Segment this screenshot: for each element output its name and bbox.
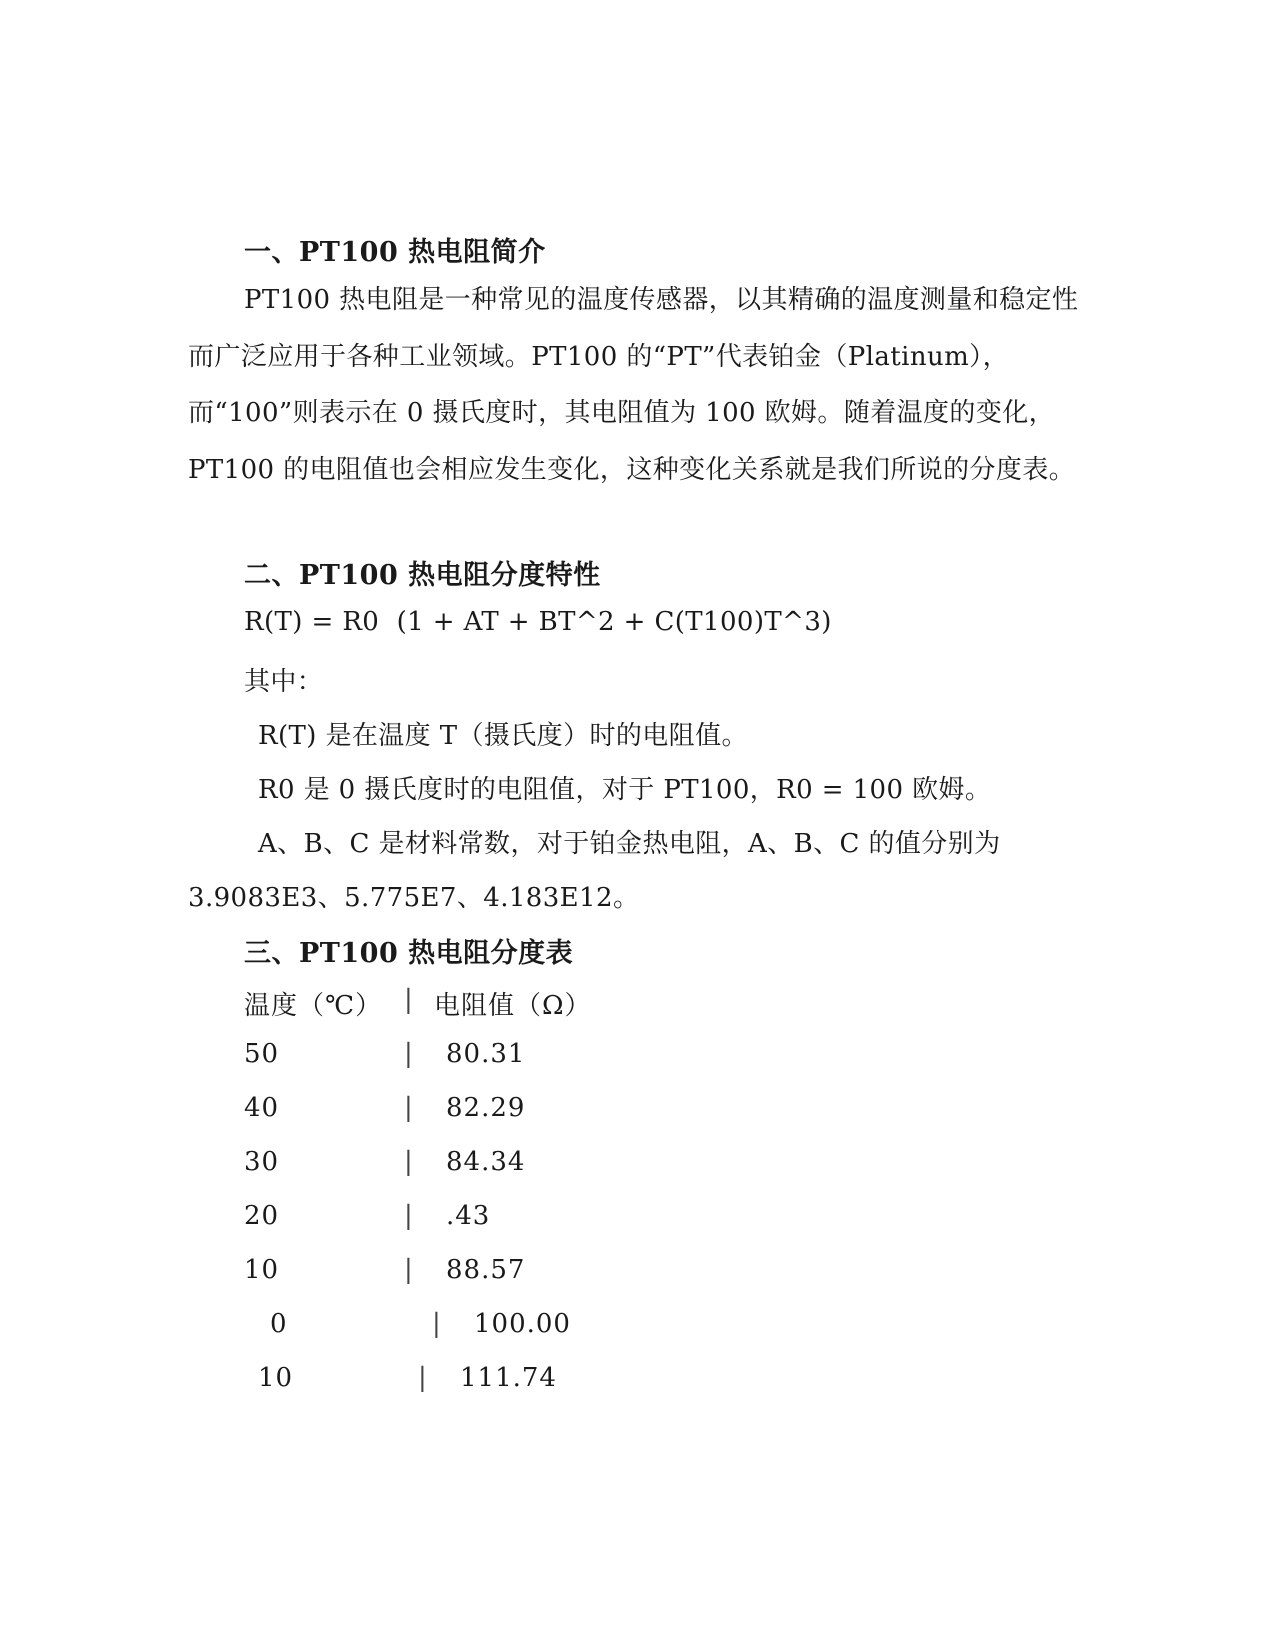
table-row-separator: | (418, 1363, 428, 1393)
table-row-temp: 0 (270, 1309, 288, 1339)
table-row-separator: | (432, 1309, 442, 1339)
table-row-temp: 10 (244, 1255, 280, 1285)
table-row-separator: | (404, 1147, 414, 1177)
definition-abc: A、B、C 是材料常数，对于铂金热电阻，A、B、C 的值分别为 (258, 829, 1001, 859)
definition-abc-values: 3.9083E3、5.775E7、4.183E12。 (188, 883, 640, 913)
section-1-paragraph: PT100 热电阻是一种常见的温度传感器，以其精确的温度测量和稳定性而广泛应用于各种工业领域。PT100 的“PT”代表铂金（Platinum），而“100”则表示在 0 摄氏度时，其电阻值为 100 欧姆。随着温度的变化，PT100 的电阻值也会相应发生变化，这种变化关系就是我们所说的分度表。 (188, 285, 1079, 485)
table-row-temp: 10 (258, 1363, 294, 1393)
table-header-resistance: 电阻值（Ω） (434, 991, 592, 1021)
table-row-resistance: 80.31 (446, 1039, 526, 1069)
section-1-heading: 一、PT100 热电阻简介 (244, 237, 546, 268)
formula: R(T) = R0 (1 + AT + BT^2 + C(T100)T^3) (244, 607, 832, 637)
table-row-resistance: 84.34 (446, 1147, 526, 1177)
table-row-temp: 30 (244, 1147, 280, 1177)
section-2-heading: 二、PT100 热电阻分度特性 (244, 560, 601, 591)
where-label: 其中： (244, 667, 324, 697)
definition-rt: R(T) 是在温度 T（摄氏度）时的电阻值。 (258, 721, 748, 751)
table-row-resistance: 100.00 (474, 1309, 571, 1339)
table-row-separator: | (404, 1201, 414, 1231)
table-row-resistance: .43 (446, 1201, 491, 1231)
table-row-separator: | (404, 1093, 414, 1123)
table-header-separator: | (404, 985, 414, 1015)
section-3-heading: 三、PT100 热电阻分度表 (244, 938, 574, 969)
table-row-separator: | (404, 1255, 414, 1285)
table-row-separator: | (404, 1039, 414, 1069)
table-row-resistance: 111.74 (460, 1363, 557, 1393)
table-row-resistance: 88.57 (446, 1255, 526, 1285)
table-header-temperature: 温度（℃） (244, 991, 383, 1021)
table-row-resistance: 82.29 (446, 1093, 526, 1123)
table-row-temp: 40 (244, 1093, 280, 1123)
table-row-temp: 50 (244, 1039, 280, 1069)
definition-r0: R0 是 0 摄氏度时的电阻值，对于 PT100，R0 = 100 欧姆。 (258, 775, 992, 805)
table-row-temp: 20 (244, 1201, 280, 1231)
